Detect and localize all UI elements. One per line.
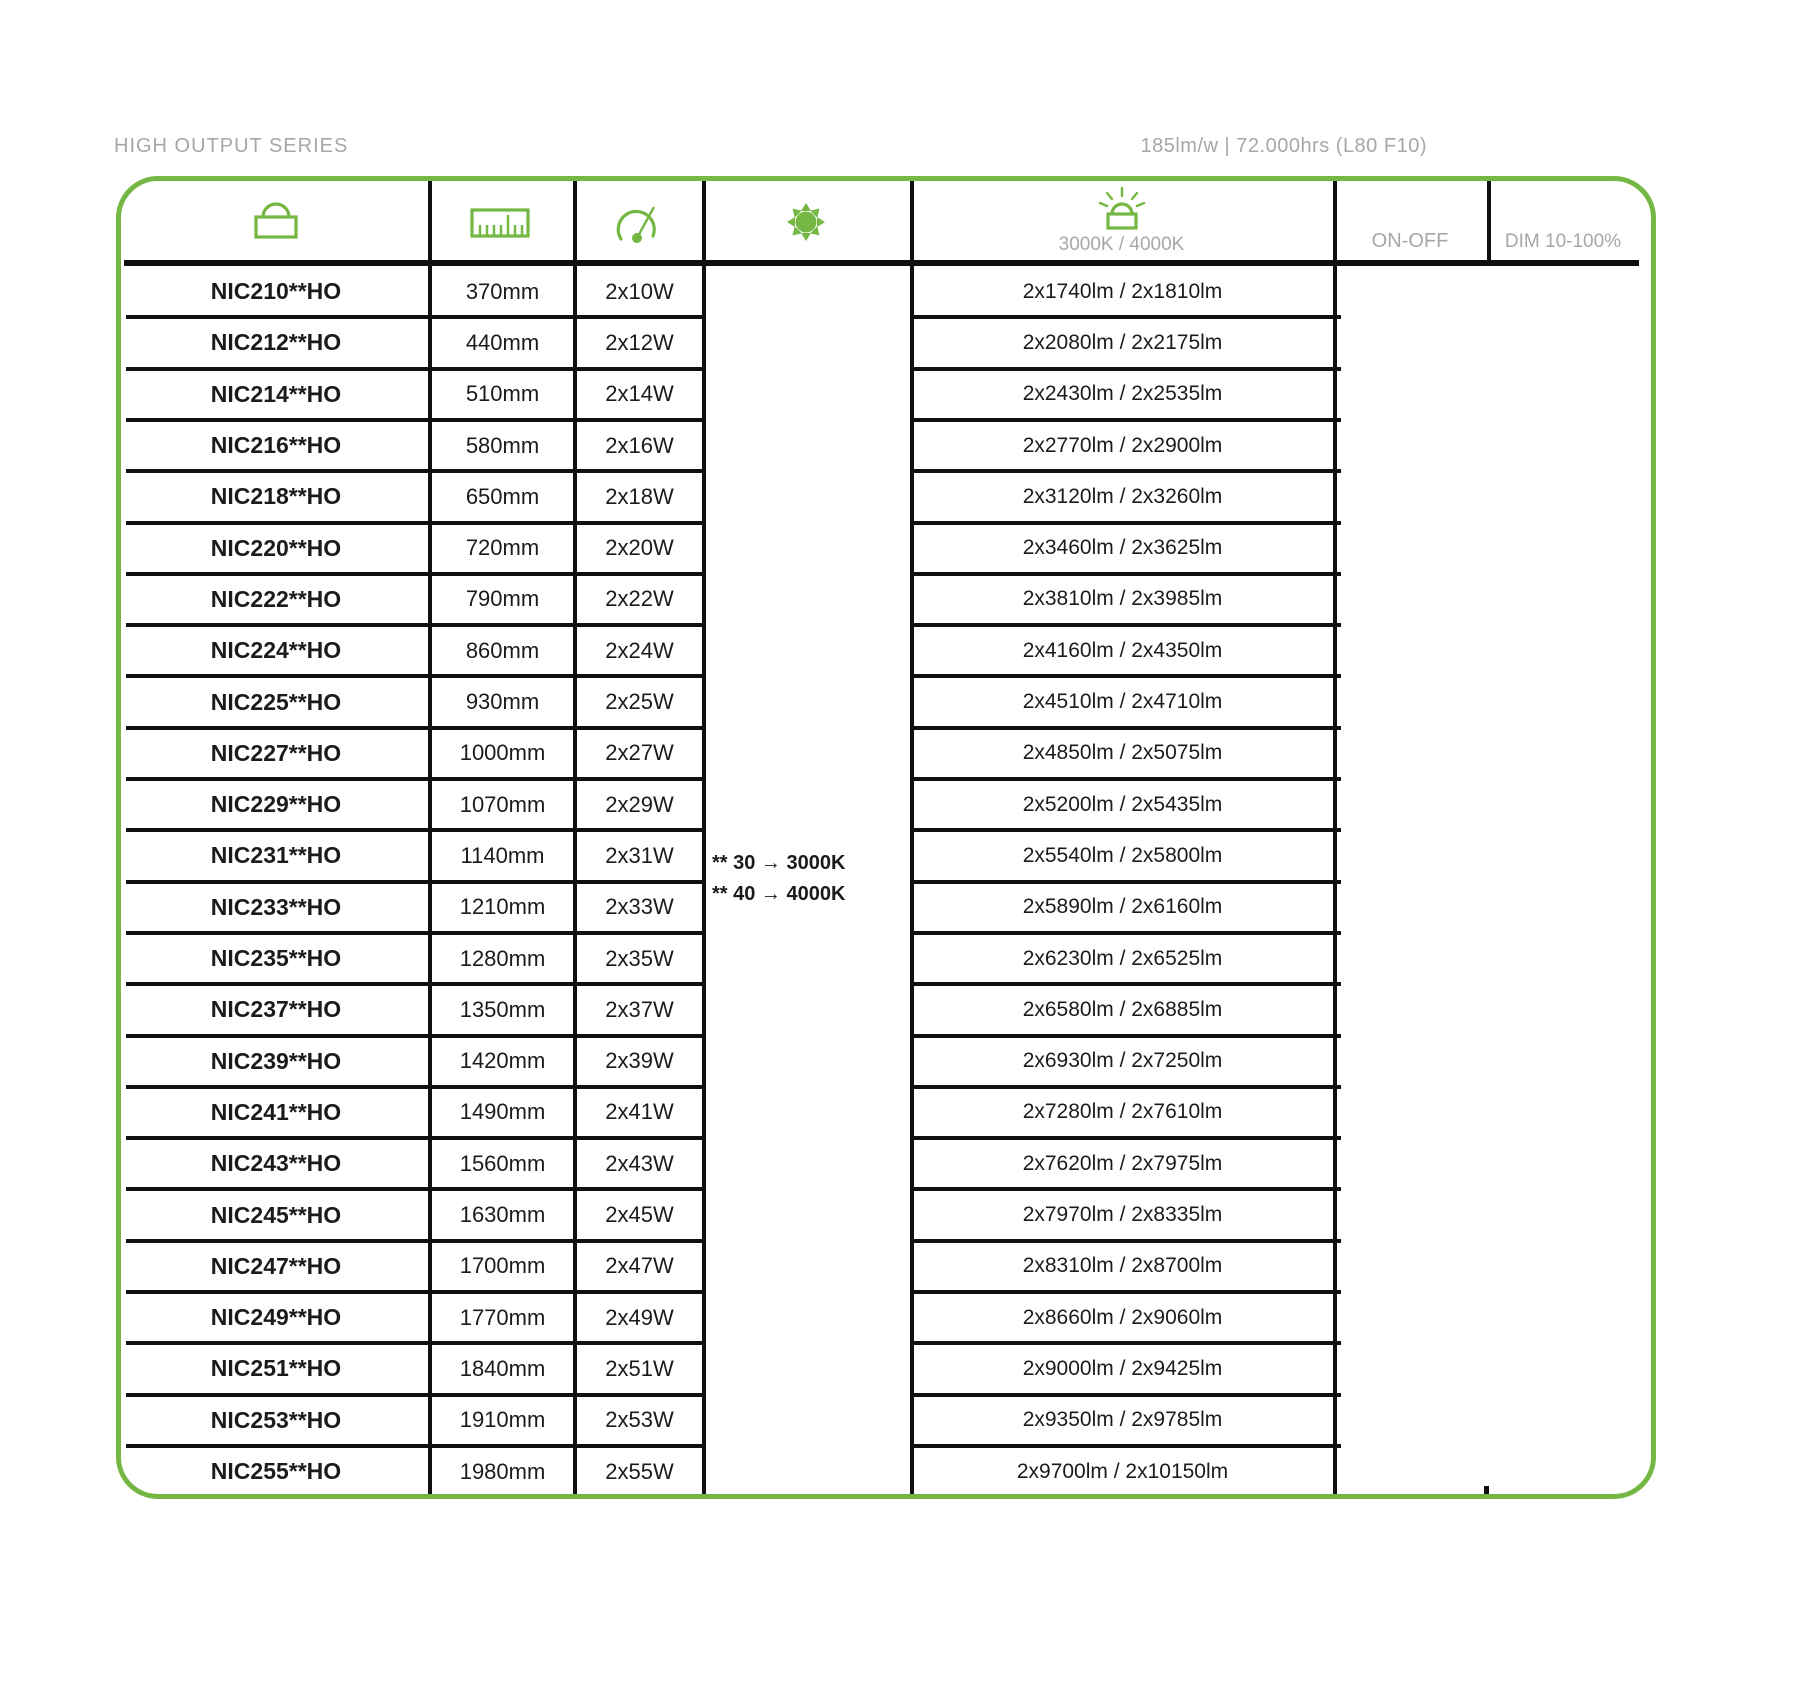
power-cell: 2x31W <box>605 842 674 868</box>
table-row <box>0 523 1804 574</box>
table-row <box>0 1087 1804 1138</box>
lumens-cell: 2x1740lm / 2x1810lm <box>1022 279 1223 303</box>
length-cell: 1420mm <box>459 1048 546 1074</box>
table-row <box>0 574 1804 625</box>
length-cell: 1000mm <box>459 740 546 766</box>
model-cell: NIC229**HO <box>210 791 342 818</box>
lumens-cell: 2x2770lm / 2x2900lm <box>1022 433 1223 457</box>
model-cell: NIC224**HO <box>210 637 342 664</box>
power-cell: 2x51W <box>605 1355 674 1381</box>
length-cell: 1840mm <box>459 1355 546 1381</box>
table-row <box>0 728 1804 779</box>
length-cell: 1770mm <box>459 1304 546 1330</box>
model-cell: NIC241**HO <box>210 1098 342 1125</box>
power-cell: 2x45W <box>605 1202 674 1228</box>
model-cell: NIC220**HO <box>210 534 342 561</box>
lumens-cell: 2x8660lm / 2x9060lm <box>1022 1305 1223 1329</box>
efficacy-lifetime-label: 185lm/w | 72.000hrs (L80 F10) <box>1140 135 1427 157</box>
lumens-cell: 2x4160lm / 2x4350lm <box>1022 638 1223 662</box>
length-cell: 1490mm <box>459 1099 546 1125</box>
length-cell: 720mm <box>465 535 540 561</box>
model-cell: NIC222**HO <box>210 585 342 612</box>
dim-header-label: DIM 10-100% <box>1504 231 1622 252</box>
length-cell: 370mm <box>465 278 540 304</box>
lumen-cct-header-label: 3000K / 4000K <box>1058 234 1185 255</box>
length-cell: 1210mm <box>459 894 546 920</box>
model-cell: NIC239**HO <box>210 1047 342 1074</box>
column-separator-onoff-dim <box>1487 181 1491 266</box>
power-cell: 2x12W <box>605 329 674 355</box>
lumens-cell: 2x9350lm / 2x9785lm <box>1022 1408 1223 1432</box>
model-cell: NIC216**HO <box>210 432 342 459</box>
length-cell: 510mm <box>465 381 540 407</box>
onoff-header-label: ON-OFF <box>1371 230 1449 252</box>
length-cell: 1560mm <box>459 1150 546 1176</box>
model-cell: NIC212**HO <box>210 329 342 356</box>
lumens-cell: 2x4510lm / 2x4710lm <box>1022 690 1223 714</box>
table-row <box>0 830 1804 881</box>
model-cell: NIC235**HO <box>210 945 342 972</box>
gauge-icon <box>614 199 660 248</box>
table-row <box>0 1446 1804 1497</box>
table-row <box>0 1343 1804 1394</box>
lumens-cell: 2x9000lm / 2x9425lm <box>1022 1356 1223 1380</box>
model-cell: NIC233**HO <box>210 893 342 920</box>
power-cell: 2x27W <box>605 740 674 766</box>
table-row <box>0 1138 1804 1189</box>
model-cell: NIC214**HO <box>210 380 342 407</box>
power-cell: 2x20W <box>605 535 674 561</box>
power-cell: 2x39W <box>605 1048 674 1074</box>
lumens-cell: 2x6580lm / 2x6885lm <box>1022 997 1223 1021</box>
power-cell: 2x18W <box>605 483 674 509</box>
power-cell: 2x10W <box>605 278 674 304</box>
power-cell: 2x14W <box>605 381 674 407</box>
lumens-cell: 2x9700lm / 2x10150lm <box>1016 1459 1229 1483</box>
series-title: HIGH OUTPUT SERIES <box>114 135 349 157</box>
table-row <box>0 1395 1804 1446</box>
model-cell: NIC245**HO <box>210 1201 342 1228</box>
table-row <box>0 882 1804 933</box>
table-row <box>0 1189 1804 1240</box>
model-cell: NIC210**HO <box>210 278 342 305</box>
length-cell: 650mm <box>465 483 540 509</box>
lumens-cell: 2x6230lm / 2x6525lm <box>1022 946 1223 970</box>
power-cell: 2x43W <box>605 1150 674 1176</box>
model-cell: NIC231**HO <box>210 842 342 869</box>
table-row <box>0 625 1804 676</box>
lumens-cell: 2x7620lm / 2x7975lm <box>1022 1151 1223 1175</box>
power-cell: 2x41W <box>605 1099 674 1125</box>
ruler-icon <box>470 208 530 243</box>
length-cell: 1700mm <box>459 1253 546 1279</box>
power-cell: 2x37W <box>605 996 674 1022</box>
model-cell: NIC255**HO <box>210 1458 342 1485</box>
lumens-cell: 2x3120lm / 2x3260lm <box>1022 484 1223 508</box>
table-row <box>0 1036 1804 1087</box>
lumens-cell: 2x2430lm / 2x2535lm <box>1022 382 1223 406</box>
length-cell: 860mm <box>465 637 540 663</box>
length-cell: 580mm <box>465 432 540 458</box>
length-cell: 1910mm <box>459 1407 546 1433</box>
power-cell: 2x55W <box>605 1458 674 1484</box>
length-cell: 930mm <box>465 689 540 715</box>
power-cell: 2x53W <box>605 1407 674 1433</box>
table-row <box>0 1292 1804 1343</box>
model-cell: NIC243**HO <box>210 1150 342 1177</box>
table-row <box>0 676 1804 727</box>
lumens-cell: 2x4850lm / 2x5075lm <box>1022 741 1223 765</box>
length-cell: 1630mm <box>459 1202 546 1228</box>
power-cell: 2x47W <box>605 1253 674 1279</box>
power-cell: 2x22W <box>605 586 674 612</box>
lumens-cell: 2x5890lm / 2x6160lm <box>1022 895 1223 919</box>
model-cell: NIC251**HO <box>210 1355 342 1382</box>
lumens-cell: 2x7280lm / 2x7610lm <box>1022 1100 1223 1124</box>
lumens-cell: 2x3810lm / 2x3985lm <box>1022 587 1223 611</box>
cct-note-line-3000k: ** 30 → 3000K <box>712 852 846 874</box>
length-cell: 440mm <box>465 329 540 355</box>
length-cell: 790mm <box>465 586 540 612</box>
table-row <box>0 369 1804 420</box>
sun-icon <box>785 201 827 248</box>
lumens-cell: 2x6930lm / 2x7250lm <box>1022 1049 1223 1073</box>
lumens-cell: 2x2080lm / 2x2175lm <box>1022 330 1223 354</box>
lumens-cell: 2x3460lm / 2x3625lm <box>1022 536 1223 560</box>
table-row <box>0 420 1804 471</box>
table-row <box>0 1241 1804 1292</box>
model-cell: NIC247**HO <box>210 1252 342 1279</box>
power-cell: 2x24W <box>605 637 674 663</box>
power-cell: 2x25W <box>605 689 674 715</box>
model-cell: NIC225**HO <box>210 688 342 715</box>
table-row <box>0 471 1804 522</box>
length-cell: 1070mm <box>459 791 546 817</box>
stray-mark <box>1484 1486 1489 1494</box>
length-cell: 1140mm <box>460 842 545 868</box>
table-row <box>0 933 1804 984</box>
model-cell: NIC253**HO <box>210 1406 342 1433</box>
lamp-rays-icon <box>1098 186 1146 237</box>
power-cell: 2x33W <box>605 894 674 920</box>
model-cell: NIC218**HO <box>210 483 342 510</box>
lumens-cell: 2x5200lm / 2x5435lm <box>1022 792 1223 816</box>
model-cell: NIC237**HO <box>210 996 342 1023</box>
power-cell: 2x29W <box>605 791 674 817</box>
power-cell: 2x16W <box>605 432 674 458</box>
luminaire-icon <box>253 200 299 247</box>
table-row <box>0 317 1804 368</box>
power-cell: 2x35W <box>605 945 674 971</box>
length-cell: 1980mm <box>459 1458 546 1484</box>
lumens-cell: 2x7970lm / 2x8335lm <box>1022 1203 1223 1227</box>
cct-note-line-4000k: ** 40 → 4000K <box>712 883 846 905</box>
model-cell: NIC249**HO <box>210 1304 342 1331</box>
table-row <box>0 266 1804 317</box>
lumens-cell: 2x8310lm / 2x8700lm <box>1022 1254 1223 1278</box>
length-cell: 1350mm <box>459 996 546 1022</box>
lumens-cell: 2x5540lm / 2x5800lm <box>1022 843 1223 867</box>
table-row <box>0 779 1804 830</box>
model-cell: NIC227**HO <box>210 739 342 766</box>
table-row <box>0 984 1804 1035</box>
length-cell: 1280mm <box>459 945 546 971</box>
power-cell: 2x49W <box>605 1304 674 1330</box>
